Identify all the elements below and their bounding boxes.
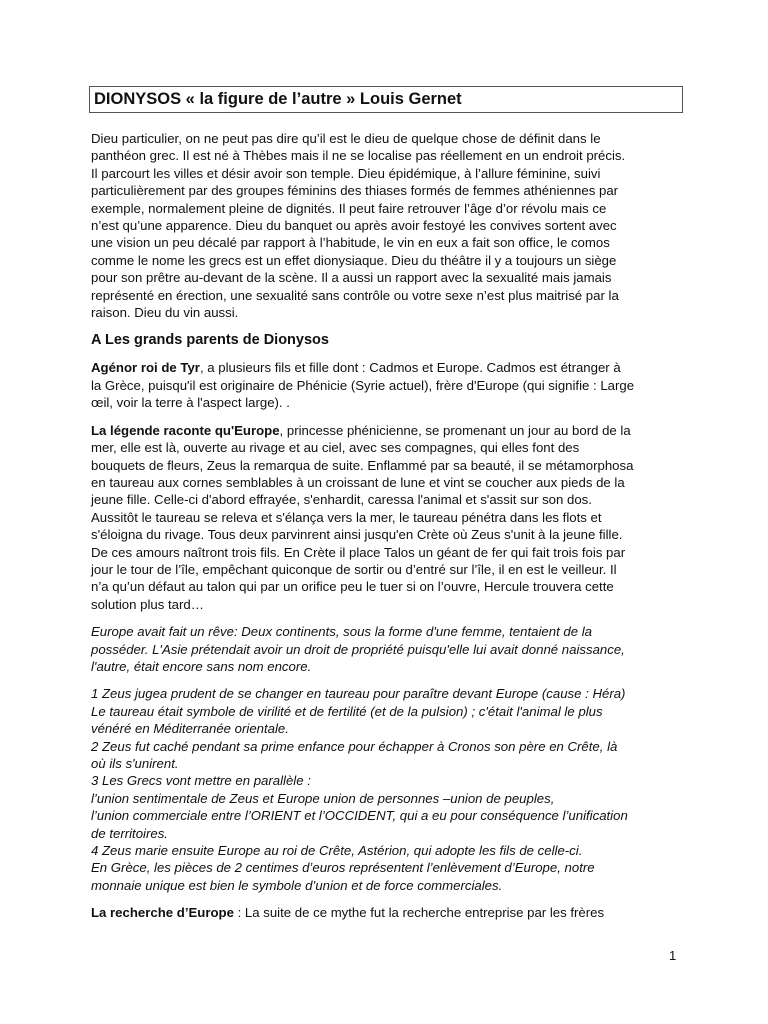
- text-line: monnaie unique est bien le symbole d’union et de force commerciales.: [91, 877, 503, 893]
- document-page: [89, 86, 683, 932]
- text-line: l'autre, était encore sans nom encore.: [91, 658, 312, 674]
- text-line: panthéon grec. Il est né à Thèbes mais il ne se localise pas réellement en un endroit précis.: [91, 148, 626, 164]
- text-line: exemple, normalement pleine de dignités. Il peut faire retrouver l’âge d’or révolu mais ce: [91, 200, 607, 216]
- text-line: particulièrement par des groupes féminins des thiases formés de femmes athéniennes par: [91, 183, 619, 199]
- recherche-paragraph: [91, 904, 683, 921]
- text-line: 2 Zeus fut caché pendant sa prime enfance pour échapper à Cronos son père en Crête, là: [91, 738, 618, 754]
- text-line: s'éloigna du rivage. Tous deux parvinrent ainsi jusqu'en Crète où Zeus s'unit à la jeune fille.: [91, 527, 623, 543]
- text-line: solution plus tard…: [91, 596, 204, 612]
- lead-rest: , a plusieurs fils et fille dont : Cadmos et Europe. Cadmos est étranger à: [199, 360, 621, 376]
- text-line: jour le tour de l’île, empêchant quiconque de sortir ou d’entré sur l’île, il en est le veilleur. Il: [91, 561, 617, 577]
- text-line: [91, 904, 683, 921]
- text-line: mer, elle est là, ouverte au rivage et au ciel, avec ses compagnes, qui elles font des: [91, 440, 580, 456]
- text-line: l’union commerciale entre l’ORIENT et l’OCCIDENT, qui a eu pour conséquence l’unification: [91, 808, 628, 824]
- text-line: jeune fille. Celle-ci d'abord effrayée, s'enhardit, caressa l'animal et s'assit sur son dos.: [91, 492, 592, 508]
- text-line: n’est qu’une apparence. Dieu du banquet ou après avoir festoyé les convives sortent avec: [91, 218, 617, 234]
- text-line: raison. Dieu du vin aussi.: [91, 305, 239, 321]
- text-line: œil, voir la terre à l'aspect large). .: [91, 395, 290, 411]
- text-line: vénéré en Méditerranée orientale.: [91, 721, 289, 737]
- text-line: De ces amours naîtront trois fils. En Crète il place Talos un géant de fer qui fait trois fois par: [91, 544, 626, 560]
- text-line: l’union sentimentale de Zeus et Europe union de personnes –union de peuples,: [91, 790, 555, 806]
- text-line: 4 Zeus marie ensuite Europe au roi de Crête, Astérion, qui adopte les fils de celle-ci.: [91, 843, 583, 859]
- text-line: 3 Les Grecs vont mettre en parallèle :: [91, 773, 311, 789]
- bold-lead: Agénor roi de Tyr: [91, 360, 200, 376]
- text-line: où ils s'unirent.: [91, 756, 179, 771]
- text-line: Dieu particulier, on ne peut pas dire qu’il est le dieu de quelque chose de définit dans le: [91, 131, 601, 146]
- intro-paragraph: [91, 130, 683, 321]
- text-line: 1 Zeus jugea prudent de se changer en taureau pour paraître devant Europe (cause : Héra): [91, 686, 626, 702]
- text-line: Europe avait fait un rêve: Deux continents, sous la forme d'une femme, tentaient de la: [91, 624, 592, 640]
- text-line: bouquets de fleurs, Zeus la remarqua de suite. Enflammé par sa beauté, il se métamorphosa: [91, 457, 634, 473]
- section-heading: A Les grands parents de Dionysos: [91, 332, 329, 349]
- text-line: représenté en érection, une sexualité sans contrôle ou votre sexe n’est plus maitrisé par la: [91, 287, 619, 303]
- text-line: posséder. L'Asie prétendait avoir un droit de propriété puisqu'elle lui avait donné naissance,: [91, 641, 625, 657]
- text-line: une vision un peu décalé par rapport à l’habitude, le vin en eux a fait son office, le comos: [91, 235, 610, 251]
- text-line: pour son prêtre au-devant de la scène. Il a aussi un rapport avec la sexualité mais jamais: [91, 270, 612, 286]
- legende-paragraph: [91, 422, 683, 613]
- text-line: Le taureau était symbole de virilité et de fertilité (et de la pulsion) ; c'était l'animal le plus: [91, 703, 603, 719]
- text-line: [91, 422, 683, 439]
- bold-lead: La recherche d’Europe: [91, 905, 234, 921]
- text-line: n’a qu’un défaut au talon qui par un orifice peu le tuer si on l’ouvre, Hercule trouvera cette: [91, 579, 614, 595]
- text-line: comme le nome les grecs est un effet dionysiaque. Dieu du théâtre il y a toujours un siège: [91, 252, 617, 268]
- text-line: en taureau aux cornes semblables à un croissant de lune et vint se coucher aux pieds de la: [91, 474, 625, 490]
- agenor-paragraph: [91, 359, 683, 411]
- text-line: Il parcourt les villes et désir avoir son temple. Dieu épidémique, à l’allure féminine, suivi: [91, 165, 601, 181]
- document-title: DIONYSOS « la figure de l’autre » Louis Gernet: [89, 86, 683, 113]
- bold-lead: La légende raconte qu'Europe: [91, 422, 280, 438]
- notes-paragraph: [91, 685, 683, 894]
- lead-rest: , princesse phénicienne, se promenant un jour au bord de la: [279, 422, 631, 438]
- page-number: 1: [669, 948, 677, 963]
- lead-rest: : La suite de ce mythe fut la recherche entreprise par les frères: [233, 905, 605, 921]
- reve-paragraph: [91, 623, 683, 675]
- text-line: [91, 359, 683, 376]
- text-line: la Grèce, puisqu'il est originaire de Phénicie (Syrie actuel), frère d'Europe (qui signifie : Large: [91, 377, 635, 393]
- text-line: Aussitôt le taureau se releva et s'élança vers la mer, le taureau pénétra dans les flots et: [91, 509, 602, 525]
- text-line: de territoires.: [91, 825, 168, 841]
- text-line: En Grèce, les pièces de 2 centimes d’euros représentent l’enlèvement d’Europe, notre: [91, 860, 595, 876]
